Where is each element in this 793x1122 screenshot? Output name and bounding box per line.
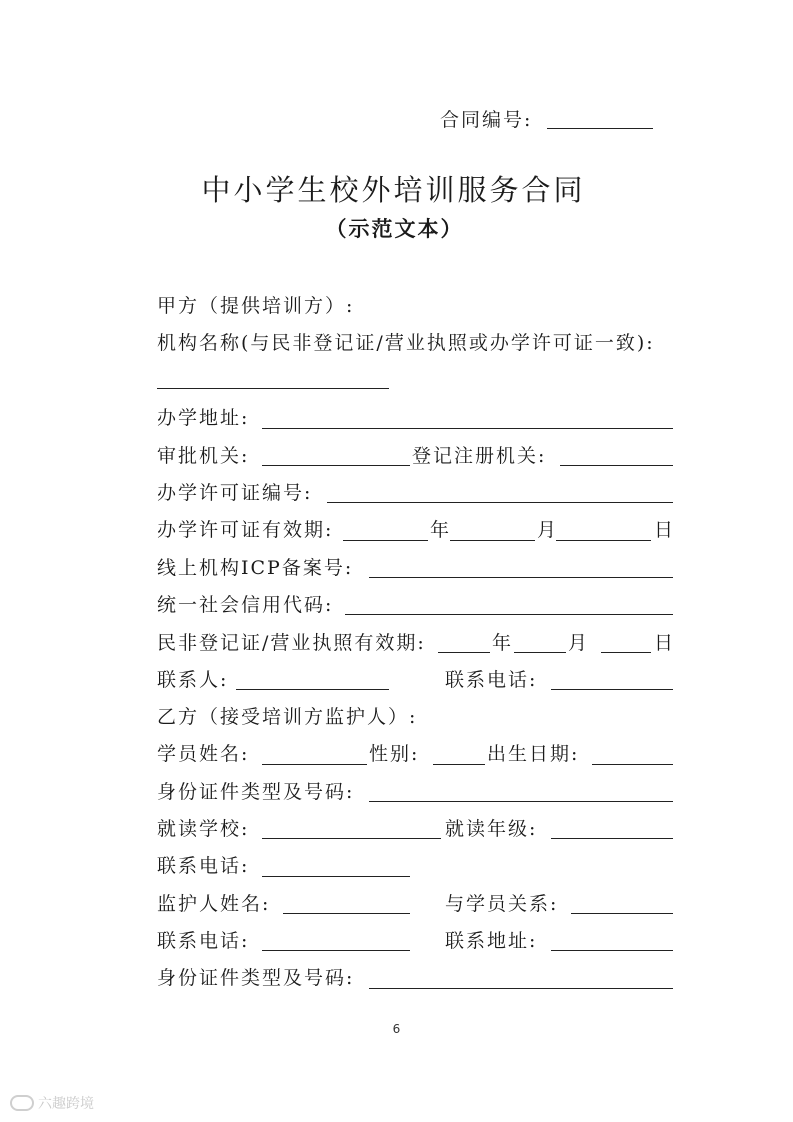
party-a-phone-field[interactable] bbox=[551, 689, 673, 690]
relation-label: 与学员关系: bbox=[445, 893, 559, 915]
student-id-field[interactable] bbox=[369, 801, 673, 802]
approval-field[interactable] bbox=[262, 465, 410, 466]
guardian-address-field[interactable] bbox=[551, 950, 673, 951]
page-number: 6 bbox=[392, 1022, 401, 1036]
license-day-field[interactable] bbox=[556, 540, 651, 541]
reg-day-unit: 日 bbox=[654, 632, 676, 654]
reg-month-unit: 月 bbox=[568, 632, 590, 654]
student-phone-field[interactable] bbox=[262, 876, 410, 877]
address-field[interactable] bbox=[262, 428, 673, 429]
gender-field[interactable] bbox=[433, 764, 485, 765]
student-name-field[interactable] bbox=[262, 764, 367, 765]
guardian-address-label: 联系地址: bbox=[445, 930, 538, 952]
org-name-field[interactable] bbox=[157, 388, 389, 389]
guardian-name-field[interactable] bbox=[283, 913, 410, 914]
registration-field[interactable] bbox=[560, 465, 673, 466]
contract-no-field[interactable] bbox=[547, 128, 653, 129]
license-day-unit: 日 bbox=[654, 519, 676, 541]
school-field[interactable] bbox=[262, 838, 441, 839]
guardian-phone-field[interactable] bbox=[262, 950, 410, 951]
reg-day-field[interactable] bbox=[601, 652, 651, 653]
reg-month-field[interactable] bbox=[514, 652, 566, 653]
party-b-heading: 乙方（接受培训方监护人）: bbox=[157, 706, 418, 728]
student-phone-label: 联系电话: bbox=[157, 855, 250, 877]
license-month-unit: 月 bbox=[537, 519, 559, 541]
credit-code-label: 统一社会信用代码: bbox=[157, 594, 334, 616]
guardian-id-label: 身份证件类型及号码: bbox=[157, 967, 355, 989]
contract-no-label: 合同编号: bbox=[440, 109, 533, 131]
gender-label: 性别: bbox=[369, 743, 420, 765]
reg-year-field[interactable] bbox=[438, 652, 490, 653]
document-title: 中小学生校外培训服务合同 bbox=[201, 173, 586, 207]
address-label: 办学地址: bbox=[157, 407, 250, 429]
guardian-name-label: 监护人姓名: bbox=[157, 893, 271, 915]
license-year-field[interactable] bbox=[343, 540, 428, 541]
reg-validity-label: 民非登记证/营业执照有效期: bbox=[157, 632, 426, 654]
contact-person-field[interactable] bbox=[236, 689, 389, 690]
approval-label: 审批机关: bbox=[157, 445, 250, 467]
icp-label: 线上机构ICP备案号: bbox=[157, 557, 354, 579]
license-year-unit: 年 bbox=[430, 519, 452, 541]
party-a-phone-label: 联系电话: bbox=[445, 669, 538, 691]
reg-year-unit: 年 bbox=[492, 632, 514, 654]
watermark-logo-icon bbox=[10, 1095, 34, 1111]
license-no-field[interactable] bbox=[327, 502, 673, 503]
birth-date-field[interactable] bbox=[592, 764, 673, 765]
school-label: 就读学校: bbox=[157, 818, 250, 840]
grade-label: 就读年级: bbox=[445, 818, 538, 840]
watermark-text: 六趣跨境 bbox=[38, 1096, 94, 1112]
license-validity-label: 办学许可证有效期: bbox=[157, 519, 334, 541]
party-a-heading: 甲方（提供培训方）: bbox=[157, 295, 355, 317]
birth-date-label: 出生日期: bbox=[487, 743, 580, 765]
license-month-field[interactable] bbox=[450, 540, 535, 541]
student-id-label: 身份证件类型及号码: bbox=[157, 781, 355, 803]
org-name-label: 机构名称(与民非登记证/营业执照或办学许可证一致): bbox=[157, 332, 655, 354]
icp-field[interactable] bbox=[369, 577, 673, 578]
guardian-id-field[interactable] bbox=[369, 988, 673, 989]
credit-code-field[interactable] bbox=[345, 614, 673, 615]
license-no-label: 办学许可证编号: bbox=[157, 482, 313, 504]
guardian-phone-label: 联系电话: bbox=[157, 930, 250, 952]
student-name-label: 学员姓名: bbox=[157, 743, 250, 765]
grade-field[interactable] bbox=[551, 838, 673, 839]
contact-person-label: 联系人: bbox=[157, 669, 229, 691]
relation-field[interactable] bbox=[571, 913, 673, 914]
document-subtitle: （示范文本） bbox=[325, 216, 464, 241]
registration-label: 登记注册机关: bbox=[412, 445, 547, 467]
watermark bbox=[10, 1093, 94, 1113]
